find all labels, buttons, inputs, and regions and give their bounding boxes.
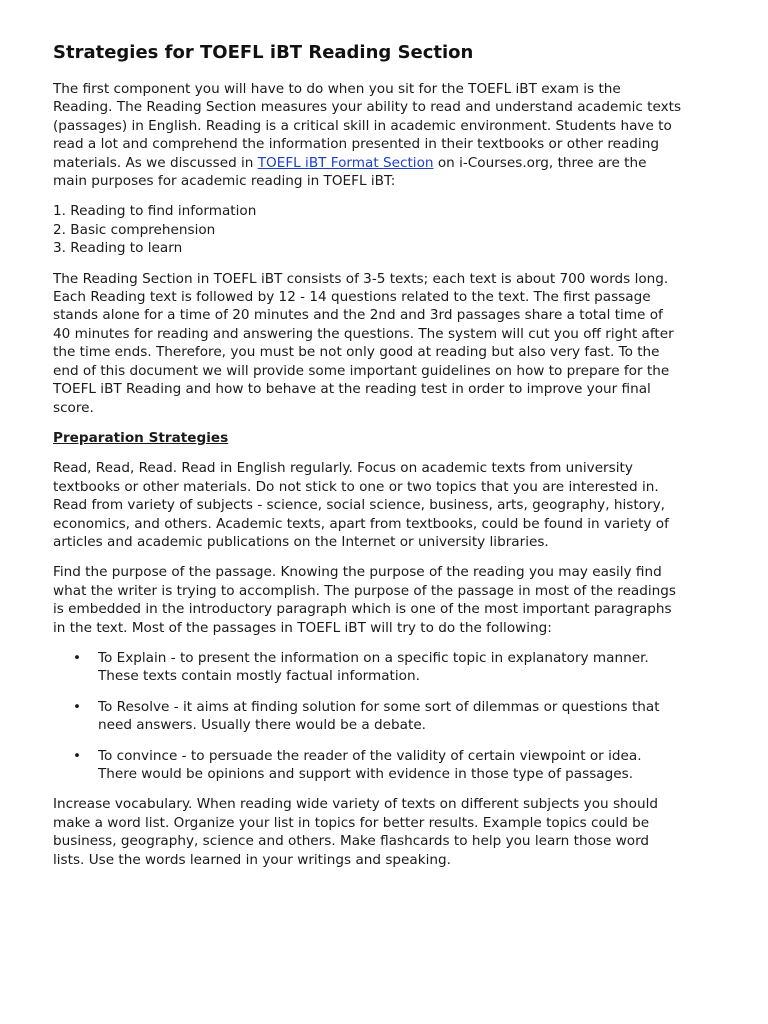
read-paragraph: Read, Read, Read. Read in English regularly. Focus on academic texts from university textbooks or other materials. Do not stick to one or two topics that you are interested in. Read from variety of subjects - science, social science, business, arts, geography, history, economics, and others. Academic texts, apart from textbooks, could be found in variety of articles and academic publications on the Internet or university libraries. [53, 460, 669, 550]
bullet-text: To convince - to persuade the reader of the validity of certain viewpoint or idea. There would be opinions and support with evidence in those type of passages. [98, 747, 642, 782]
list-item [53, 649, 683, 686]
bullet-text: To Explain - to present the information on a specific topic in explanatory manner. These texts contain mostly factual information. [98, 649, 649, 685]
list-item [53, 698, 683, 735]
bullet-icon: • [73, 747, 82, 764]
preparation-strategies-heading: Preparation Strategies [53, 429, 229, 446]
vocabulary-paragraph: Increase vocabulary. When reading wide variety of texts on different subjects you should make a word list. Organize your list in topics for better results. Example topics could be business, geography, science and others. Make flashcards to help you learn those word lists. Use the words learned in your writings and speaking. [53, 796, 658, 868]
list-item: 1. Reading to find information [53, 203, 257, 220]
bullet-icon: • [73, 698, 82, 715]
purpose-paragraph: Find the purpose of the passage. Knowing the purpose of the reading you may easily find what the writer is trying to accomplish. The purpose of the passage in most of the readings is embedded in the introductory paragraph which is one of the most important paragraphs in the text. Most of the passages in TOEFL iBT will try to do the following: [53, 564, 676, 636]
intro-paragraph [53, 80, 683, 190]
intro-text-after-link: on i-Courses.org, three are the main purposes for academic reading in TOEFL iBT: [53, 154, 647, 190]
list-item [53, 747, 683, 784]
list-item: 2. Basic comprehension [53, 221, 216, 238]
bullet-icon: • [73, 649, 82, 666]
page-title: Strategies for TOEFL iBT Reading Section [53, 42, 474, 63]
toefl-format-section-link[interactable]: TOEFL iBT Format Section [257, 154, 434, 171]
reading-section-paragraph: The Reading Section in TOEFL iBT consists of 3-5 texts; each text is about 700 words long. Each Reading text is followed by 12 - 14 questions related to the text. The first passage stands alone for a time of 20 minutes and the 2nd and 3rd passages share a total time of 40 minutes for reading and answering the questions. The system will cut you off right after the time ends. Therefore, you must be not only good at reading but also very fast. To the end of this document we will provide some important guidelines on how to prepare for the TOEFL iBT Reading and how to behave at the reading test in order to improve your final score. [53, 270, 674, 416]
purpose-bullet-list [53, 649, 683, 783]
bullet-text: To Resolve - it aims at finding solution for some sort of dilemmas or questions that need answers. Usually there would be a debate. [98, 698, 660, 734]
reading-purposes-list [53, 202, 683, 257]
list-item: 3. Reading to learn [53, 240, 183, 257]
document-page [53, 40, 683, 881]
intro-text-before-link: The first component you will have to do when you sit for the TOEFL iBT exam is the Reading. The Reading Section measures your ability to read and understand academic texts (passages) in English. Reading is a critical skill in academic environment. Students have to read a lot and comprehend the information presented in their textbooks or other reading materials. As we discussed in [53, 81, 682, 171]
